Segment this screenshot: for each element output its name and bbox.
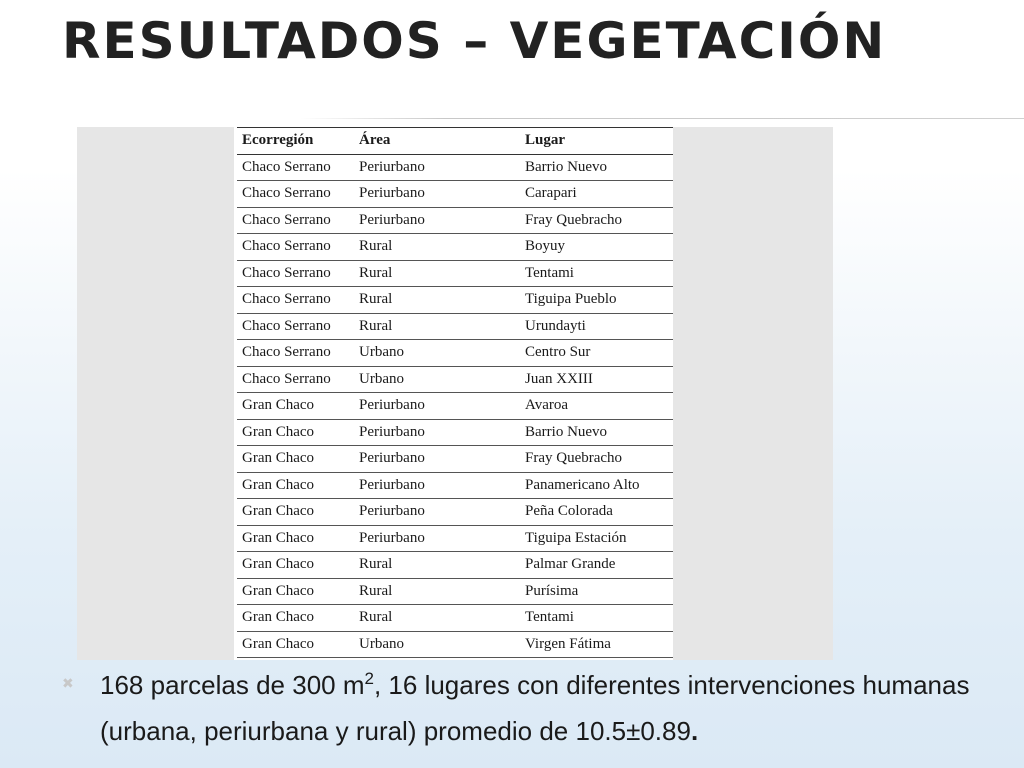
cell-area: Rural <box>354 605 520 632</box>
header-area: Área <box>354 128 520 155</box>
cell-lugar: Tiguipa Estación <box>520 525 673 552</box>
cell-ecorregion: Chaco Serrano <box>237 287 354 314</box>
cell-lugar: Urundayti <box>520 313 673 340</box>
cell-ecorregion: Gran Chaco <box>237 578 354 605</box>
cell-lugar: Peña Colorada <box>520 499 673 526</box>
cell-ecorregion: Gran Chaco <box>237 631 354 658</box>
cell-ecorregion: Chaco Serrano <box>237 366 354 393</box>
cell-ecorregion: Gran Chaco <box>237 393 354 420</box>
table-row <box>237 234 673 261</box>
slide-title: RESULTADOS – VEGETACIÓN <box>62 12 887 70</box>
table-row <box>237 605 673 632</box>
table-row <box>237 578 673 605</box>
table-row <box>237 154 673 181</box>
table-row <box>237 552 673 579</box>
table-row <box>237 525 673 552</box>
cell-ecorregion: Gran Chaco <box>237 525 354 552</box>
cell-lugar: Barrio Nuevo <box>520 419 673 446</box>
cell-area: Rural <box>354 552 520 579</box>
cell-area: Periurbano <box>354 181 520 208</box>
table-row <box>237 313 673 340</box>
cell-lugar: Juan XXIII <box>520 366 673 393</box>
cell-area: Urbano <box>354 340 520 367</box>
table-header-row <box>237 128 673 155</box>
table-row <box>237 446 673 473</box>
cell-area: Rural <box>354 578 520 605</box>
cell-ecorregion: Chaco Serrano <box>237 313 354 340</box>
table-row <box>237 393 673 420</box>
summary-period: . <box>690 716 699 746</box>
table-row <box>237 260 673 287</box>
cell-lugar: Avaroa <box>520 393 673 420</box>
cell-area: Rural <box>354 234 520 261</box>
table-row <box>237 207 673 234</box>
cell-area: Periurbano <box>354 446 520 473</box>
cell-area: Periurbano <box>354 154 520 181</box>
cell-lugar: Barrio Nuevo <box>520 154 673 181</box>
cell-lugar: Tentami <box>520 605 673 632</box>
cell-area: Rural <box>354 287 520 314</box>
summary-text-start: 168 parcelas de 300 m <box>100 670 365 700</box>
summary-text-end: , 16 lugares con diferentes intervenciones humanas (urbana, periurbana y rural) promedio de 10.5±0.89 <box>100 670 970 746</box>
header-lugar: Lugar <box>520 128 673 155</box>
cell-ecorregion: Gran Chaco <box>237 419 354 446</box>
cell-area: Rural <box>354 260 520 287</box>
header-ecorregion: Ecorregión <box>237 128 354 155</box>
table-row <box>237 366 673 393</box>
cell-ecorregion: Chaco Serrano <box>237 207 354 234</box>
cell-lugar: Fray Quebracho <box>520 446 673 473</box>
table-row <box>237 631 673 658</box>
cell-area: Periurbano <box>354 207 520 234</box>
table-body <box>237 154 673 658</box>
cell-ecorregion: Gran Chaco <box>237 499 354 526</box>
cell-ecorregion: Chaco Serrano <box>237 234 354 261</box>
cell-area: Rural <box>354 313 520 340</box>
cell-lugar: Centro Sur <box>520 340 673 367</box>
cell-lugar: Carapari <box>520 181 673 208</box>
locations-table <box>237 127 673 658</box>
cell-lugar: Fray Quebracho <box>520 207 673 234</box>
cell-ecorregion: Gran Chaco <box>237 446 354 473</box>
cell-lugar: Tentami <box>520 260 673 287</box>
cell-ecorregion: Chaco Serrano <box>237 154 354 181</box>
cell-area: Urbano <box>354 366 520 393</box>
table-row <box>237 340 673 367</box>
cell-lugar: Boyuy <box>520 234 673 261</box>
cell-lugar: Virgen Fátima <box>520 631 673 658</box>
cell-ecorregion: Chaco Serrano <box>237 340 354 367</box>
cell-ecorregion: Chaco Serrano <box>237 181 354 208</box>
cell-lugar: Panamericano Alto <box>520 472 673 499</box>
cell-area: Periurbano <box>354 419 520 446</box>
cell-lugar: Palmar Grande <box>520 552 673 579</box>
cell-lugar: Purísima <box>520 578 673 605</box>
table-row <box>237 181 673 208</box>
cell-area: Periurbano <box>354 525 520 552</box>
cell-ecorregion: Chaco Serrano <box>237 260 354 287</box>
cell-ecorregion: Gran Chaco <box>237 472 354 499</box>
cell-area: Periurbano <box>354 499 520 526</box>
table-row <box>237 419 673 446</box>
superscript-2: 2 <box>364 669 374 688</box>
table-row <box>237 287 673 314</box>
cell-area: Periurbano <box>354 472 520 499</box>
cell-lugar: Tiguipa Pueblo <box>520 287 673 314</box>
table-row <box>237 499 673 526</box>
cell-ecorregion: Gran Chaco <box>237 552 354 579</box>
x-bullet-icon: ✖ <box>62 676 74 692</box>
summary-paragraph <box>100 662 980 754</box>
table-row <box>237 472 673 499</box>
cell-area: Urbano <box>354 631 520 658</box>
cell-ecorregion: Gran Chaco <box>237 605 354 632</box>
cell-area: Periurbano <box>354 393 520 420</box>
title-divider <box>300 118 1024 119</box>
